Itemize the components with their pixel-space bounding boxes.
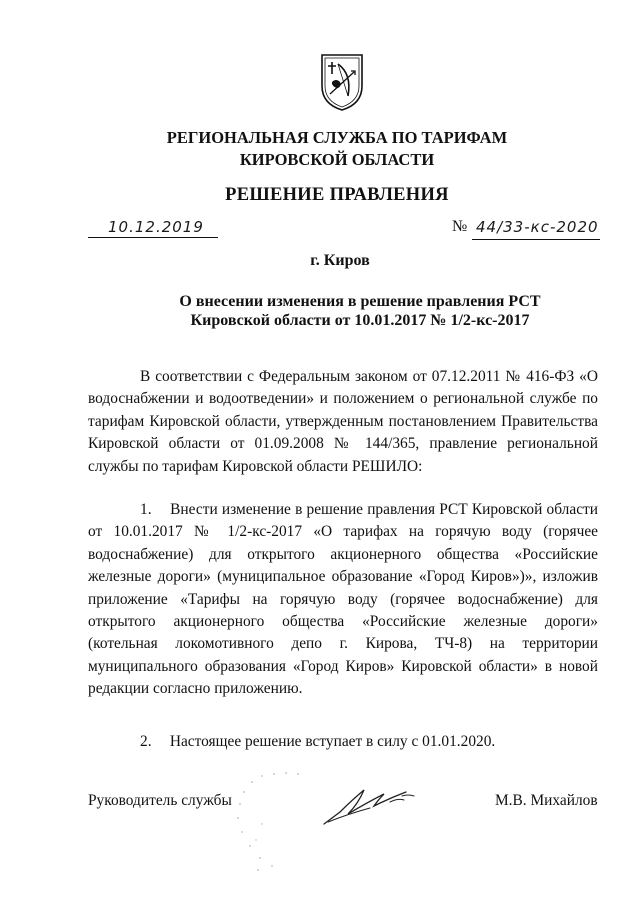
number-underline (472, 239, 600, 240)
organization-name-line1: РЕГИОНАЛЬНАЯ СЛУЖБА ПО ТАРИФАМ (166, 128, 508, 147)
signatory-position: Руководитель службы (88, 792, 232, 809)
item-number: 2. (140, 733, 152, 750)
document-date (88, 218, 220, 238)
organization-name-line2: КИРОВСКОЙ ОБЛАСТИ (239, 150, 435, 169)
list-item (88, 499, 598, 701)
list-item (88, 731, 598, 753)
document-title: РЕШЕНИЕ ПРАВЛЕНИЯ (225, 185, 449, 205)
document-subject: О внесении изменения в решение правления РСТ Кировской области от 10.01.2017 № 1/2-кс-2017 (179, 293, 541, 329)
item-text: Внести изменение в решение правления РСТ Кировской области от 10.01.2017 № 1/2-кс-2017 «О тарифах на горячую воду (горячее водоснабжение) для открытого акционерного общества «Российские железные дороги» (муниципальное образование «Город Киров»)», изложив приложение «Тарифы на горячую воду (горячее водоснабжение) для открытого акционерного общества «Российские железные дороги» (котельная локомотивного депо г. Кирова, ТЧ-8) на территории муниципального образования «Город Киров» Кировской области» в новой редакции согласно приложению. (88, 501, 598, 698)
item-text: Настоящее решение вступает в силу с 01.01.2020. (169, 733, 496, 750)
item-number: 1. (140, 501, 152, 518)
date-underline (88, 237, 218, 238)
date-value: 10.12.2019 (108, 218, 204, 236)
number-sign: № (452, 218, 468, 235)
signatory-name: М.В. Михайлов (495, 792, 598, 809)
city: г. Киров (310, 252, 370, 269)
coat-of-arms-icon (318, 52, 366, 112)
handwritten-signature (318, 778, 428, 828)
intro-paragraph: В соответствии с Федеральным законом от 07.12.2011 № 416-ФЗ «О водоснабжении и водоотведении» и положением о региональной службе по тарифам Кировской области, утвержденным постановлением Правительства Кировской области от 01.09.2008 № 144/365, правление региональной службы по тарифам Кировской области РЕШИЛО: (88, 368, 598, 475)
document-number (452, 218, 602, 240)
number-value: 44/33-кс-2020 (476, 218, 599, 236)
